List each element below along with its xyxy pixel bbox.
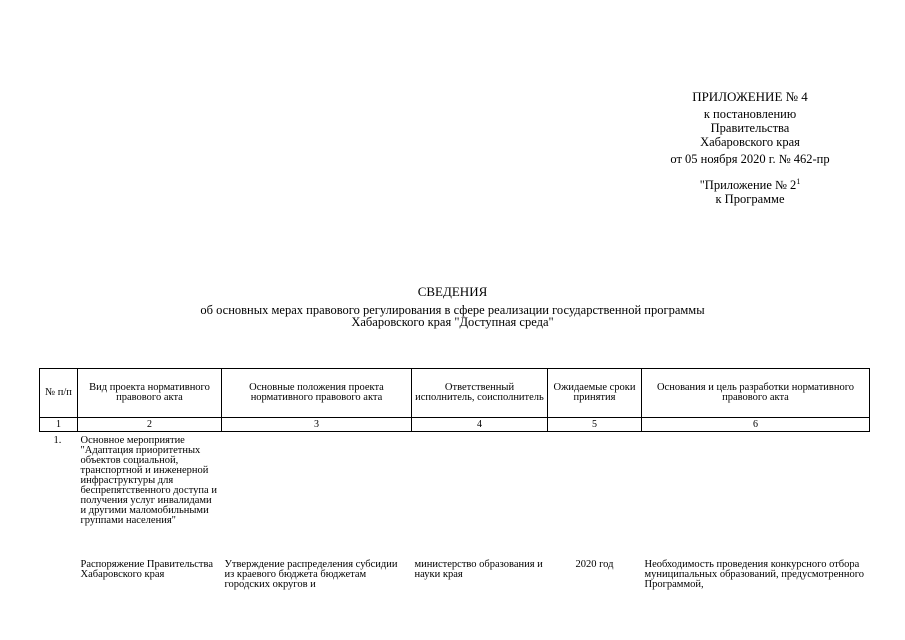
column-number-cell: 6: [642, 418, 870, 432]
empty-cell: [642, 432, 870, 557]
column-number-row: [40, 418, 870, 432]
document-title: СВЕДЕНИЯ: [417, 284, 488, 299]
appendix-block: [640, 90, 860, 206]
table-header-row: [40, 369, 870, 418]
header-number: № п/п: [40, 369, 78, 418]
event-number: 1.: [53, 435, 62, 446]
document-subtitle-line-2: Хабаровского края "Доступная среда": [351, 315, 554, 329]
appendix-date: от 05 ноября 2020 г. № 462-пр: [670, 152, 830, 166]
header-executor: Ответственный исполнитель, соисполнитель: [412, 369, 548, 418]
header-term: Ожидаемые сроки принятия: [548, 369, 642, 418]
table-row: [40, 556, 870, 590]
header-provisions: Основные положения проекта нормативного правового акта: [222, 369, 412, 418]
empty-cell: [40, 556, 78, 590]
document-subtitle-line-1: об основных мерах правового регулирования в сфере реализации государственной программы: [200, 303, 705, 317]
appendix-heading: ПРИЛОЖЕНИЕ № 4: [692, 89, 808, 104]
program-appendix-text: "Приложение № 2: [699, 178, 797, 192]
appendix-line-1: к постановлению: [703, 107, 797, 121]
column-number-cell: 4: [412, 418, 548, 432]
appendix-line-3: Хабаровского края: [700, 135, 800, 149]
basis-cell: Необходимость проведения конкурсного отбора муниципальных образований, предусмотренного Программой,: [644, 559, 865, 590]
header-act-type: Вид проекта нормативного правового акта: [78, 369, 222, 418]
term-cell: 2020 год: [575, 559, 614, 570]
event-text: Основное мероприятие "Адаптация приоритетных объектов социальной, транспортной и инженерной инфраструктуры для беспрепятственного доступа и получения услуг инвалидами и другими маломобильными группами населения": [80, 435, 217, 526]
event-text-cell: [78, 432, 222, 557]
empty-cell: [412, 432, 548, 557]
to-program-line: к Программе: [715, 192, 785, 206]
column-number-cell: 5: [548, 418, 642, 432]
measures-table: [39, 368, 870, 590]
column-number-cell: 1: [40, 418, 78, 432]
program-appendix-line: [640, 175, 860, 192]
column-number-cell: 2: [78, 418, 222, 432]
header-basis: Основания и цель разработки нормативного правового акта: [642, 369, 870, 418]
act-type-cell: Распоряжение Правительства Хабаровского края: [80, 559, 213, 580]
executor-cell: министерство образования и науки края: [414, 559, 543, 580]
empty-cell: [548, 432, 642, 557]
document-title-block: [0, 286, 905, 328]
appendix-line-2: Правительства: [710, 121, 790, 135]
column-number-cell: 3: [222, 418, 412, 432]
event-row: [40, 432, 870, 557]
program-appendix-superscript: 1: [796, 177, 801, 186]
empty-cell: [222, 432, 412, 557]
provisions-cell: Утверждение распределения субсидии из краевого бюджета бюджетам городских округов и: [224, 559, 398, 590]
